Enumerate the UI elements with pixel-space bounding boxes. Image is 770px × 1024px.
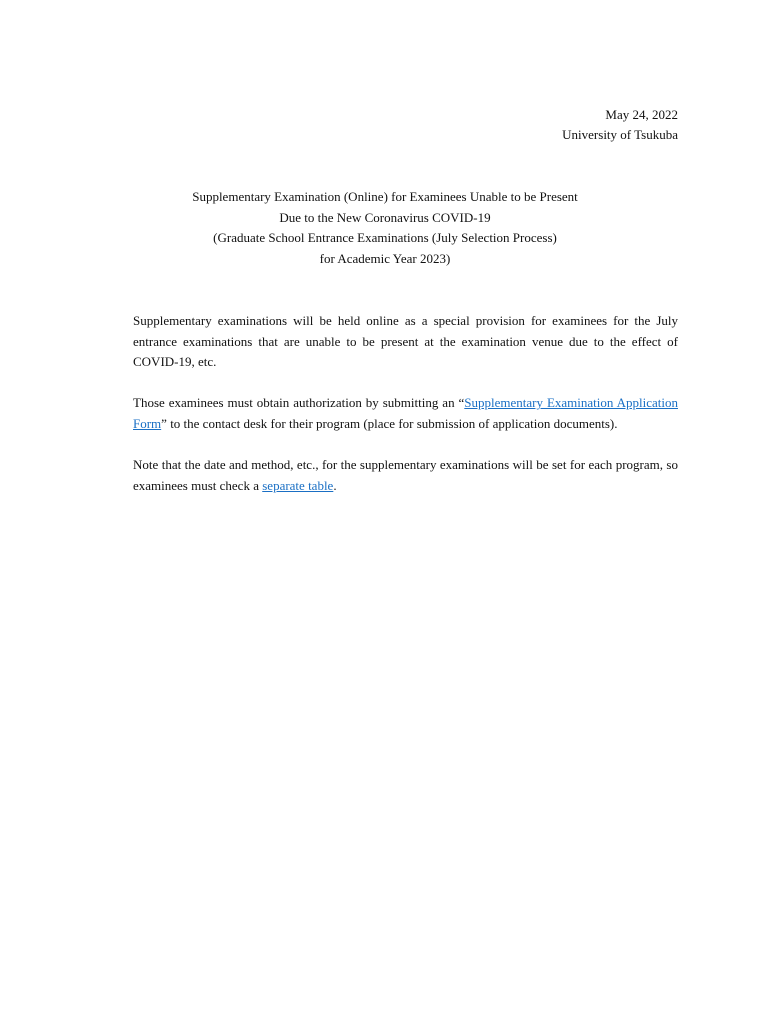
document-header [562, 105, 678, 145]
title-line-3: (Graduate School Entrance Examinations (July Selection Process) [213, 230, 557, 246]
paragraph-3 [133, 455, 678, 496]
paragraph-1: Supplementary examinations will be held online as a special provision for examinees for the July entrance examinations that are unable to be present at the examination venue due to the effect of COVID-19, etc. [133, 313, 678, 370]
document-title [0, 187, 770, 269]
application-form-link[interactable]: Supplementary Examination Application Form [133, 395, 678, 431]
issuing-organization: University of Tsukuba [562, 127, 678, 142]
separate-table-link[interactable]: separate table [262, 477, 334, 493]
paragraph-2-text-before: Those examinees must obtain authorization by submitting an “ [133, 395, 465, 411]
title-line-2: Due to the New Coronavirus COVID-19 [279, 209, 491, 225]
document-date: May 24, 2022 [605, 107, 678, 122]
title-line-1: Supplementary Examination (Online) for Examinees Unable to be Present [192, 189, 578, 204]
document-body [133, 311, 678, 517]
paragraph-2-text-after: ” to the contact desk for their program (place for submission of application documents). [161, 415, 618, 431]
paragraph-2 [133, 393, 678, 434]
paragraph-3-text-before: Note that the date and method, etc., for the supplementary examinations will be set for each program, so examinees must check a [133, 457, 678, 493]
title-line-4: for Academic Year 2023) [319, 250, 451, 266]
paragraph-3-text-after: . [333, 477, 337, 493]
